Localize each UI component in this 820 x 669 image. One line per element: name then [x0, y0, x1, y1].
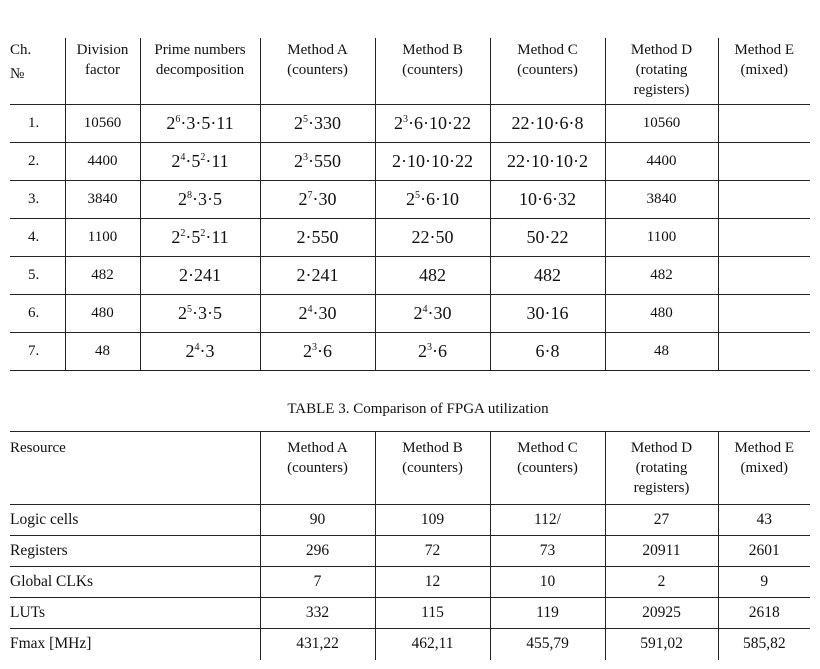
division-factor-table — [10, 38, 810, 371]
cell-ch: 3. — [28, 191, 40, 207]
table-row — [10, 181, 810, 219]
header-line: Ch. — [10, 42, 32, 58]
cell-factor: 1100 — [65, 219, 140, 257]
header-line: Prime numbers — [154, 42, 246, 58]
cell-d: 10560 — [605, 105, 718, 143]
cell-b: 22·50 — [375, 219, 490, 257]
cell-resource: Registers — [10, 542, 68, 559]
cell-c: 30·16 — [490, 295, 605, 333]
cell-b: 115 — [375, 598, 490, 629]
cell-b: 72 — [375, 536, 490, 567]
header-line: Method A — [287, 42, 348, 58]
header-line: Method E — [734, 440, 795, 456]
header-line: (counters) — [287, 62, 348, 78]
header-line: (counters) — [402, 62, 463, 78]
cell-e — [718, 257, 810, 295]
cell-ch: 2. — [28, 153, 40, 169]
cell-ch: 4. — [28, 229, 40, 245]
cell-prime: 2·241 — [140, 257, 260, 295]
cell-e: 585,82 — [718, 629, 810, 660]
header-line: (mixed) — [740, 460, 788, 476]
cell-factor: 4400 — [65, 143, 140, 181]
cell-resource: Global CLKs — [10, 573, 94, 590]
cell-c: 10 — [490, 567, 605, 598]
cell-e — [718, 219, 810, 257]
cell-prime: $2^4\cdot 5^2\cdot 11$ — [140, 143, 260, 181]
cell-d: 4400 — [605, 143, 718, 181]
header-line: (rotating — [635, 62, 688, 78]
table-caption: TABLE 3. Comparison of FPGA utilization — [287, 401, 549, 417]
header-line: factor — [85, 62, 120, 78]
cell-b: $2^4\cdot 30$ — [375, 295, 490, 333]
table-row — [10, 143, 810, 181]
cell-b: 109 — [375, 505, 490, 536]
cell-b: $2^3\cdot 6\cdot 10\cdot 22$ — [375, 105, 490, 143]
cell-a: 2·241 — [260, 257, 375, 295]
cell-ch: 6. — [28, 305, 40, 321]
cell-d: 48 — [605, 333, 718, 371]
cell-d: 591,02 — [605, 629, 718, 660]
table2-header-cell — [375, 432, 490, 505]
table-row — [10, 567, 810, 598]
cell-c: 10·6·32 — [490, 181, 605, 219]
cell-prime: $2^2\cdot 5^2\cdot 11$ — [140, 219, 260, 257]
header-line: (mixed) — [740, 62, 788, 78]
header-line: registers) — [633, 82, 690, 98]
table1-header-cell — [605, 38, 718, 105]
cell-b: 482 — [375, 257, 490, 295]
table-row — [10, 295, 810, 333]
cell-ch: 1. — [28, 115, 40, 131]
header-line: Method B — [402, 42, 463, 58]
cell-d: 2 — [605, 567, 718, 598]
table-row — [10, 505, 810, 536]
cell-c: 112/ — [490, 505, 605, 536]
cell-a: $2^3\cdot 6$ — [260, 333, 375, 371]
cell-prime: $2^5\cdot 3\cdot 5$ — [140, 295, 260, 333]
table-row — [10, 629, 810, 660]
cell-d: 20925 — [605, 598, 718, 629]
table1-header-cell — [260, 38, 375, 105]
cell-b: 2·10·10·22 — [375, 143, 490, 181]
cell-e: 43 — [718, 505, 810, 536]
table1-header-cell — [10, 38, 65, 105]
table2-header-cell — [605, 432, 718, 505]
table2-header-row — [10, 432, 810, 505]
header-line: Division — [76, 42, 129, 58]
cell-resource: LUTs — [10, 604, 46, 621]
cell-d: 20911 — [605, 536, 718, 567]
cell-resource: Logic cells — [10, 511, 79, 528]
table2-header-cell — [490, 432, 605, 505]
header-line: Method C — [517, 42, 578, 58]
table-row — [10, 598, 810, 629]
cell-a: 431,22 — [260, 629, 375, 660]
cell-a: $2^3\cdot 550$ — [260, 143, 375, 181]
table-row — [10, 333, 810, 371]
cell-e — [718, 105, 810, 143]
cell-ch: 7. — [28, 343, 40, 359]
cell-b: $2^5\cdot 6\cdot 10$ — [375, 181, 490, 219]
header-line: Resource — [10, 440, 66, 456]
table-row — [10, 536, 810, 567]
cell-prime: $2^8\cdot 3\cdot 5$ — [140, 181, 260, 219]
cell-prime: $2^6\cdot 3\cdot 5\cdot 11$ — [140, 105, 260, 143]
cell-prime: $2^4\cdot 3$ — [140, 333, 260, 371]
header-line: (counters) — [287, 460, 348, 476]
cell-a: 7 — [260, 567, 375, 598]
cell-e — [718, 181, 810, 219]
cell-d: 1100 — [605, 219, 718, 257]
cell-a: $2^4\cdot 30$ — [260, 295, 375, 333]
cell-a: 2·550 — [260, 219, 375, 257]
cell-a: $2^5\cdot 330$ — [260, 105, 375, 143]
cell-factor: 482 — [65, 257, 140, 295]
cell-c: 50·22 — [490, 219, 605, 257]
cell-d: 27 — [605, 505, 718, 536]
cell-resource: Fmax [MHz] — [10, 635, 92, 653]
cell-a: 332 — [260, 598, 375, 629]
cell-factor: 480 — [65, 295, 140, 333]
cell-d: 482 — [605, 257, 718, 295]
table1-header-row — [10, 38, 810, 105]
cell-e: 9 — [718, 567, 810, 598]
cell-a: 90 — [260, 505, 375, 536]
cell-d: 480 — [605, 295, 718, 333]
cell-b: 12 — [375, 567, 490, 598]
header-line: registers) — [633, 480, 690, 496]
header-line: Method E — [734, 42, 795, 58]
header-line: Method B — [402, 440, 463, 456]
cell-e: 2618 — [718, 598, 810, 629]
header-line: Method D — [630, 42, 693, 58]
fpga-utilization-table — [10, 431, 810, 660]
cell-c: 119 — [490, 598, 605, 629]
cell-c: 455,79 — [490, 629, 605, 660]
cell-factor: 3840 — [65, 181, 140, 219]
header-line: (rotating — [635, 460, 688, 476]
cell-e — [718, 143, 810, 181]
cell-factor: 48 — [65, 333, 140, 371]
header-line: decomposition — [155, 62, 245, 78]
table-row — [10, 219, 810, 257]
cell-factor: 10560 — [65, 105, 140, 143]
cell-b: 462,11 — [375, 629, 490, 660]
table1-header-cell — [490, 38, 605, 105]
header-line: № — [10, 66, 25, 82]
table1-header-cell — [718, 38, 810, 105]
cell-e — [718, 333, 810, 371]
header-line: Method D — [630, 440, 693, 456]
cell-c: 22·10·10·2 — [490, 143, 605, 181]
cell-e — [718, 295, 810, 333]
cell-a: $2^7\cdot 30$ — [260, 181, 375, 219]
table1-header-cell — [65, 38, 140, 105]
header-line: (counters) — [517, 62, 578, 78]
table2-header-cell — [10, 432, 260, 505]
header-line: Method C — [517, 440, 578, 456]
cell-b: $2^3\cdot 6$ — [375, 333, 490, 371]
cell-a: 296 — [260, 536, 375, 567]
table2-header-cell — [260, 432, 375, 505]
table-row — [10, 257, 810, 295]
cell-c: 22·10·6·8 — [490, 105, 605, 143]
table1-header-cell — [375, 38, 490, 105]
cell-e: 2601 — [718, 536, 810, 567]
header-line: (counters) — [517, 460, 578, 476]
cell-c: 482 — [490, 257, 605, 295]
cell-c: 6·8 — [490, 333, 605, 371]
cell-d: 3840 — [605, 181, 718, 219]
header-line: Method A — [287, 440, 348, 456]
table2-header-cell — [718, 432, 810, 505]
header-line: (counters) — [402, 460, 463, 476]
cell-c: 73 — [490, 536, 605, 567]
table1-header-cell — [140, 38, 260, 105]
cell-ch: 5. — [28, 267, 40, 283]
table-row — [10, 105, 810, 143]
